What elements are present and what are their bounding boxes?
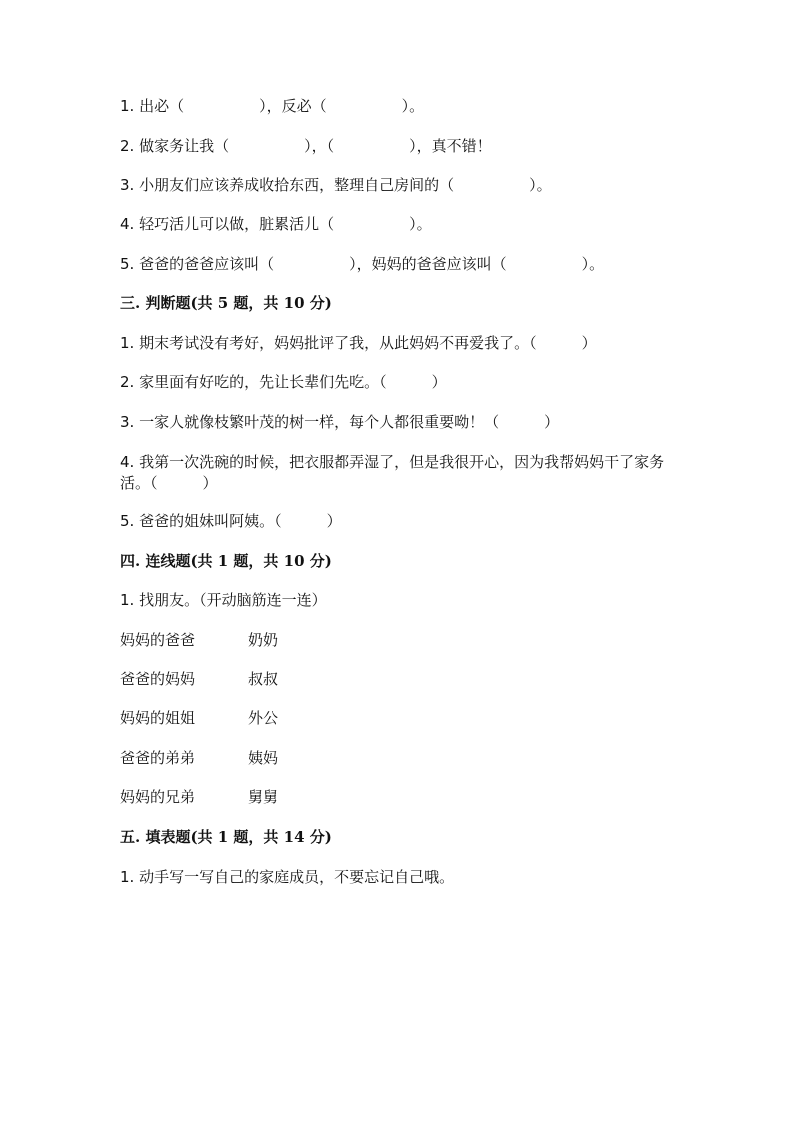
section-5-heading: 五. 填表题(共 1 题，共 14 分): [120, 828, 332, 846]
matching-right-item: 舅舅: [248, 788, 279, 806]
matching-left-item: 妈妈的兄弟: [120, 788, 196, 806]
matching-row: [120, 630, 278, 651]
matching-right-item: 叔叔: [248, 670, 279, 688]
section-4-heading: 四. 连线题(共 1 题，共 10 分): [120, 552, 332, 570]
matching-row: [120, 787, 278, 808]
section-3-heading: 三. 判断题(共 5 题，共 10 分): [120, 294, 332, 312]
fill-question-1: 1. 出必（ ），反必（ ）。: [120, 97, 425, 115]
matching-question: 1. 找朋友。（开动脑筋连一连）: [120, 591, 327, 609]
matching-row: [120, 669, 278, 690]
judge-question-4: 4. 我第一次洗碗的时候，把衣服都弄湿了，但是我很开心，因为我帮妈妈干了家务活。（ ）: [120, 453, 665, 492]
matching-left-item: 爸爸的弟弟: [120, 749, 196, 767]
matching-left-item: 爸爸的妈妈: [120, 670, 196, 688]
matching-row: [120, 708, 278, 729]
fill-question-3: 3. 小朋友们应该养成收拾东西，整理自己房间的（ ）。: [120, 176, 552, 194]
matching-right-item: 奶奶: [248, 631, 279, 649]
matching-left-item: 妈妈的姐姐: [120, 709, 196, 727]
fill-question-2: 2. 做家务让我（ ），（ ），真不错！: [120, 137, 492, 155]
fill-question-5: 5. 爸爸的爸爸应该叫（ ），妈妈的爸爸应该叫（ ）。: [120, 255, 605, 273]
matching-right-item: 外公: [248, 709, 279, 727]
table-question: 1. 动手写一写自己的家庭成员，不要忘记自己哦。: [120, 868, 455, 886]
matching-row: [120, 748, 278, 769]
judge-question-1: 1. 期末考试没有考好，妈妈批评了我，从此妈妈不再爱我了。（ ）: [120, 334, 597, 352]
judge-question-5: 5. 爸爸的姐妹叫阿姨。（ ）: [120, 512, 342, 530]
matching-right-item: 姨妈: [248, 749, 279, 767]
judge-question-2: 2. 家里面有好吃的，先让长辈们先吃。（ ）: [120, 373, 447, 391]
matching-left-item: 妈妈的爸爸: [120, 631, 196, 649]
fill-question-4: 4. 轻巧活儿可以做，脏累活儿（ ）。: [120, 215, 432, 233]
judge-question-3: 3. 一家人就像枝繁叶茂的树一样，每个人都很重要呦！（ ）: [120, 413, 560, 431]
